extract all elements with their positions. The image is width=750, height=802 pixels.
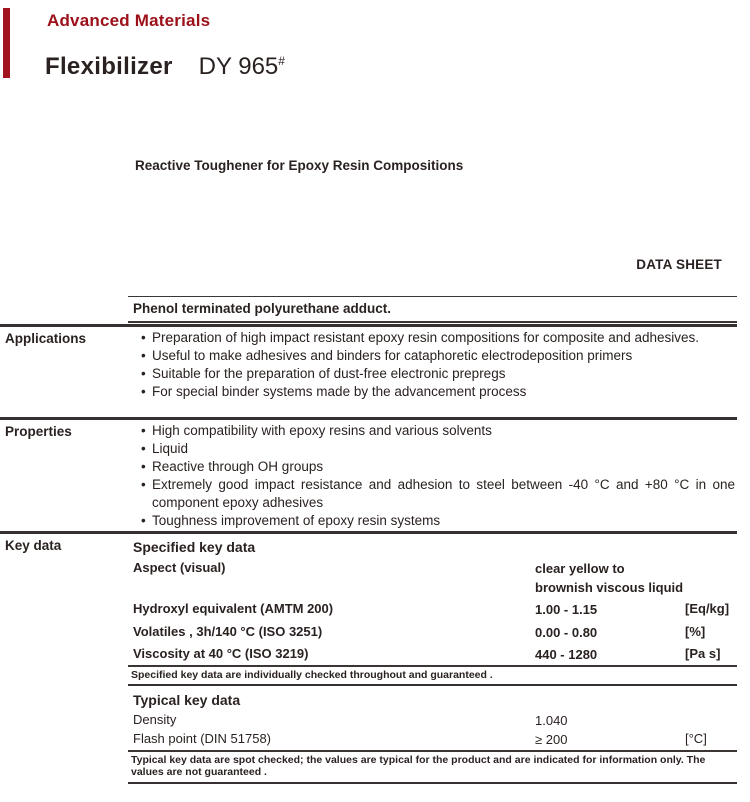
property-value: 440 - 1280 <box>535 647 598 662</box>
property-name: Density <box>133 712 177 727</box>
bullet-dot: • <box>141 477 146 492</box>
bullet-text: Liquid <box>152 441 189 456</box>
bullet-dot: • <box>141 513 146 528</box>
property-value: 1.00 - 1.15 <box>535 602 598 617</box>
description-cell: Phenol terminated polyurethane adduct. <box>128 296 737 323</box>
bullet-text: Preparation of high impact resistant epoxy resin compositions for composite and adhesives. <box>152 330 700 345</box>
applications-content <box>128 327 737 401</box>
key-data-content <box>128 534 737 784</box>
property-value: 1.040 <box>535 713 568 728</box>
bullet-dot: • <box>141 423 146 438</box>
bullet-item <box>128 329 737 347</box>
bullet-dot: • <box>141 459 146 474</box>
property-unit <box>685 559 737 597</box>
product-subtitle: Reactive Toughener for Epoxy Resin Compositions <box>135 158 464 173</box>
bullet-text: Toughness improvement of epoxy resin systems <box>152 513 441 528</box>
bullet-dot: • <box>141 441 146 456</box>
product-name: Flexibilizer <box>45 53 173 80</box>
table-row <box>128 623 737 642</box>
bullet-text: Useful to make adhesives and binders for cataphoretic electrodeposition primers <box>152 348 633 363</box>
table-row <box>128 645 737 667</box>
bullet-item <box>128 476 737 512</box>
typical-key-data-footnote: Typical key data are spot checked; the values are typical for the product and are indicated for information only. The values are not guaranteed . <box>128 752 737 784</box>
table-row <box>128 711 737 730</box>
property-value: 0.00 - 0.80 <box>535 625 598 640</box>
datasheet-label: DATA SHEET <box>636 257 722 272</box>
specified-key-data-footnote: Specified key data are individually checked throughout and guaranteed . <box>128 667 737 686</box>
section-applications <box>0 324 737 401</box>
bullet-text: Reactive through OH groups <box>152 459 324 474</box>
bullet-item <box>128 365 737 383</box>
section-label-applications: Applications <box>5 331 87 346</box>
specified-key-data-title: Specified key data <box>133 539 256 555</box>
property-name: Volatiles , 3h/140 °C (ISO 3251) <box>133 624 323 639</box>
property-unit <box>685 711 737 730</box>
brand-label: Advanced Materials <box>47 11 211 30</box>
bullet-item <box>128 347 737 365</box>
bullet-item <box>128 458 737 476</box>
property-name: Viscosity at 40 °C (ISO 3219) <box>133 646 309 661</box>
section-label-key-data: Key data <box>5 538 62 553</box>
bullet-item <box>128 512 737 530</box>
product-code <box>199 53 285 80</box>
section-label-properties: Properties <box>5 424 72 439</box>
bullet-item <box>128 422 737 440</box>
property-value: clear yellow to brownish viscous liquid <box>535 561 684 595</box>
bullet-text: High compatibility with epoxy resins and various solvents <box>152 423 492 438</box>
properties-content <box>128 420 737 530</box>
property-unit: [Pa s] <box>685 646 721 661</box>
brand-accent-bar <box>3 8 10 78</box>
property-name: Hydroxyl equivalent (AMTM 200) <box>133 601 334 616</box>
property-name: Flash point (DIN 51758) <box>133 731 272 746</box>
typical-key-data-title: Typical key data <box>133 692 241 708</box>
bullet-item <box>128 383 737 401</box>
page-title <box>45 53 285 81</box>
bullet-item <box>128 440 737 458</box>
bullet-text: Suitable for the preparation of dust-free electronic prepregs <box>152 366 506 381</box>
product-code-text: DY 965 <box>198 53 279 80</box>
description-row <box>0 296 737 323</box>
table-row <box>128 730 737 752</box>
bullet-dot: • <box>141 384 146 399</box>
bullet-dot: • <box>141 330 146 345</box>
table-row <box>128 600 737 619</box>
specified-key-data-table <box>128 536 737 686</box>
bullet-text: Extremely good impact resistance and adhesion to steel between -40 °C and +80 °C in one component epoxy adhesives <box>152 477 735 510</box>
description-spacer <box>0 296 128 323</box>
bullet-text: For special binder systems made by the advancement process <box>152 384 527 399</box>
product-code-superscript: # <box>278 54 285 68</box>
bullet-dot: • <box>141 348 146 363</box>
typical-key-data-table <box>128 689 737 784</box>
property-value: ≥ 200 <box>535 732 568 747</box>
table-row <box>128 559 737 597</box>
property-unit: [°C] <box>685 731 707 746</box>
section-properties <box>0 417 737 530</box>
property-name: Aspect (visual) <box>133 560 226 575</box>
bullet-dot: • <box>141 366 146 381</box>
property-unit: [%] <box>685 624 706 639</box>
property-unit: [Eq/kg] <box>685 601 730 616</box>
section-key-data <box>0 531 737 784</box>
